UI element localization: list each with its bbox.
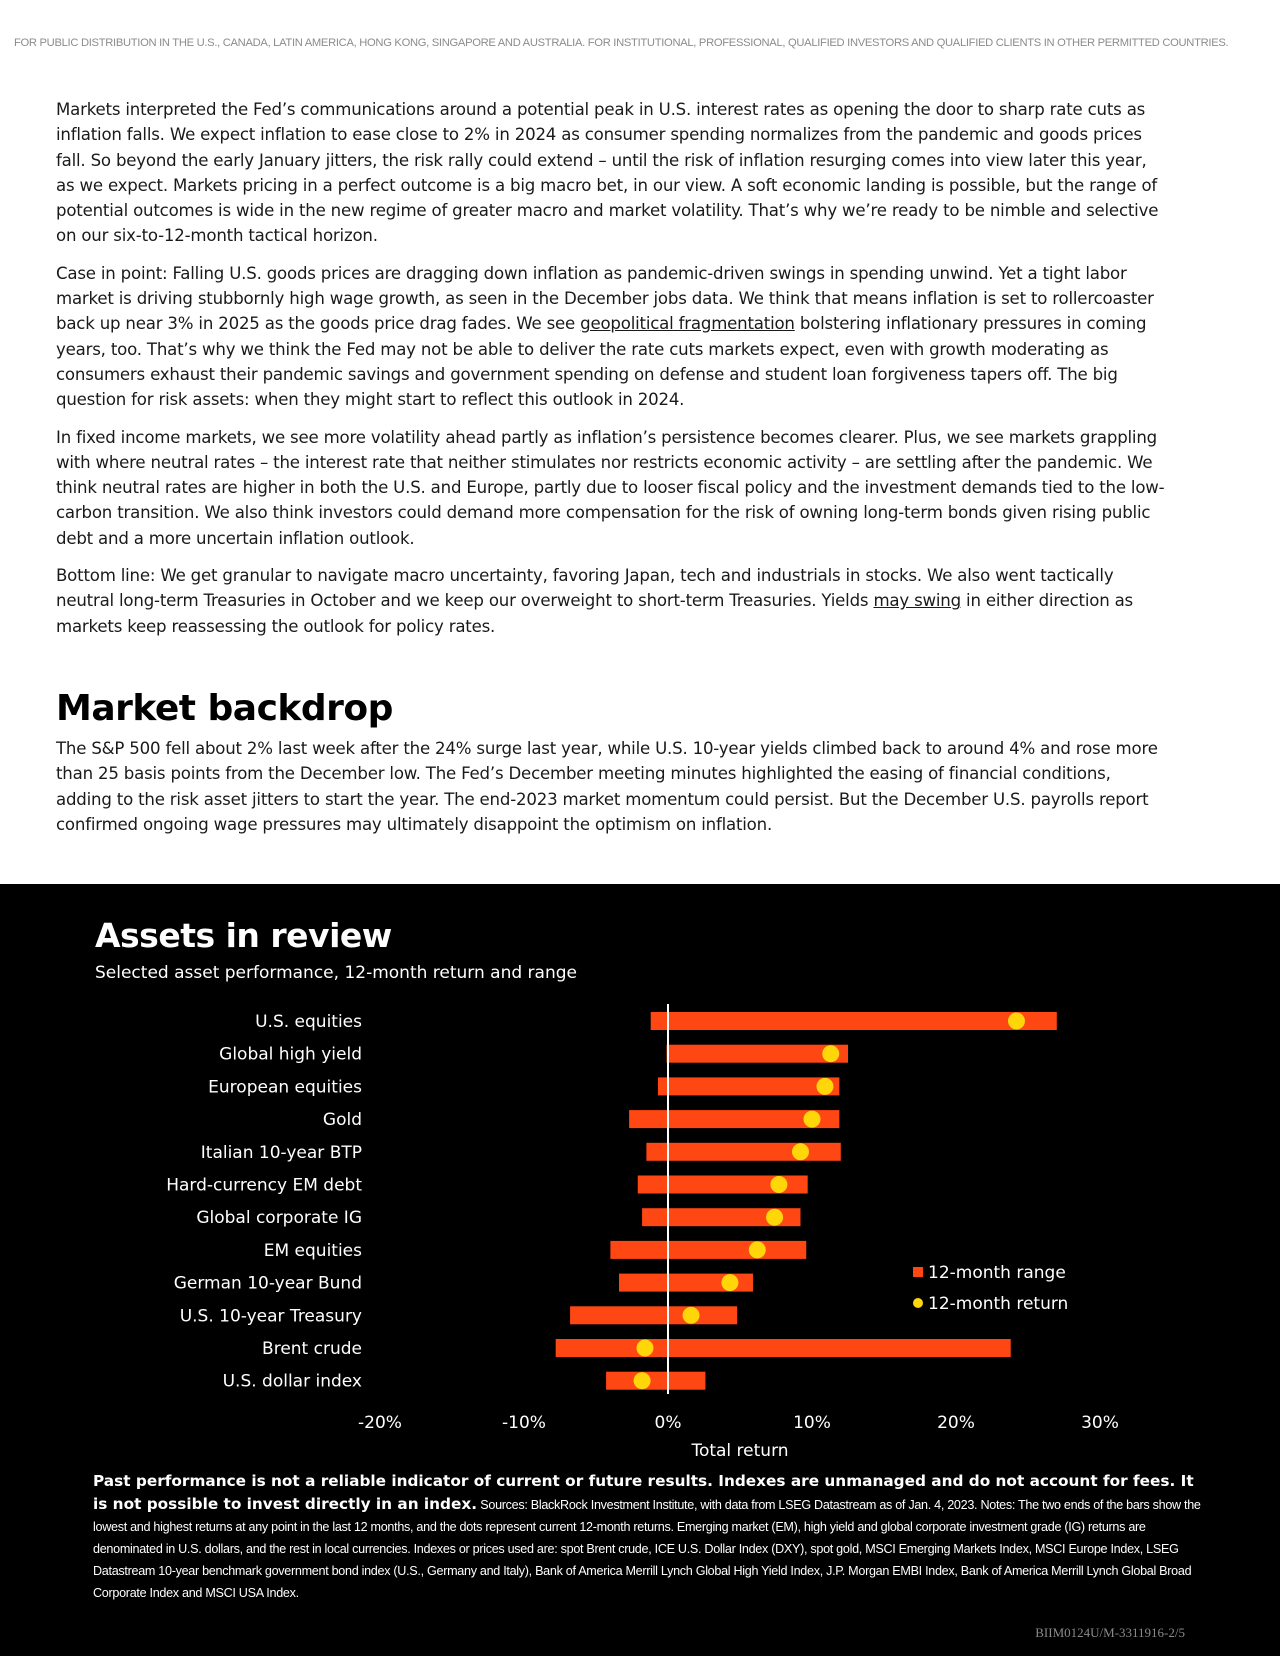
- return-dot: [822, 1045, 839, 1062]
- category-label: Brent crude: [262, 1339, 362, 1359]
- return-dot: [766, 1209, 783, 1226]
- paragraph-4-text-a: Bottom line: We get granular to navigate macro uncertainty, favoring Japan, tech and industrials in stocks. We also went tactically neutral long-term Treasuries in October and we keep our overweight to short-term Treasuries. Yields: [56, 566, 1114, 611]
- market-backdrop-title: Market backdrop: [56, 688, 393, 729]
- return-dot: [636, 1340, 653, 1357]
- market-backdrop-text: The S&P 500 fell about 2% last week after the 24% surge last year, while U.S. 10-year yields climbed back to around 4% and rose more than 25 basis points from the December low. The Fed’s December meeting minutes highlighted the easing of financial conditions, adding to the risk asset jitters to start the year. The end-2023 market momentum could persist. But the December U.S. payrolls report confirmed ongoing wage pressures may ultimately disappoint the optimism on inflation.: [56, 739, 1158, 834]
- category-label: Italian 10-year BTP: [200, 1142, 362, 1163]
- past-performance-note: Past performance is not a reliable indicator of current or future results. Indexes are unmanaged and do not account for fees. It is not possible to invest directly in an index.: [93, 1472, 1194, 1513]
- legend-return-label: 12-month return: [928, 1294, 1069, 1314]
- x-tick-label: 0%: [654, 1413, 682, 1433]
- x-tick-label: 10%: [793, 1413, 831, 1433]
- document-code: BIIM0124U/M-3311916-2/5: [1035, 1625, 1185, 1640]
- article-body: [56, 97, 1166, 651]
- paragraph-2: [56, 261, 1166, 413]
- distribution-disclaimer: FOR PUBLIC DISTRIBUTION IN THE U.S., CANADA, LATIN AMERICA, HONG KONG, SINGAPORE AND AUSTRALIA. FOR INSTITUTIONAL, PROFESSIONAL, QUALIFIED INVESTORS AND QUALIFIED CLIENTS IN OTHER PERMITTED COUNTRIES.: [14, 37, 1229, 49]
- category-label: Gold: [322, 1110, 362, 1131]
- chart-title: Assets in review: [95, 916, 392, 955]
- return-dot: [792, 1143, 809, 1160]
- range-bar: [646, 1143, 840, 1161]
- x-tick-label: -10%: [502, 1413, 546, 1433]
- paragraph-4: [56, 563, 1166, 639]
- chart-subtitle: Selected asset performance, 12-month return and range: [95, 963, 577, 983]
- category-label: EM equities: [263, 1240, 362, 1261]
- category-label: Global corporate IG: [196, 1208, 362, 1229]
- category-label: U.S. equities: [255, 1012, 362, 1032]
- category-label: U.S. dollar index: [222, 1371, 362, 1392]
- range-bar: [651, 1012, 1057, 1030]
- return-dot: [749, 1241, 766, 1258]
- may-swing-link[interactable]: may swing: [873, 591, 961, 611]
- category-label: European equities: [208, 1077, 362, 1098]
- paragraph-1: Markets interpreted the Fed’s communications around a potential peak in U.S. interest rates as opening the door to sharp rate cuts as inflation falls. We expect inflation to ease close to 2% in 2024 as consumer spending normalizes from the pandemic and goods prices fall. So beyond the early January jitters, the risk rally could extend – until the risk of inflation resurging comes into view later this year, as we expect. Markets pricing in a perfect outcome is a big macro bet, in our view. A soft economic landing is possible, but the range of potential outcomes is wide in the new regime of greater macro and market volatility. That’s why we’re ready to be nimble and selective on our six-to-12-month tactical horizon.: [56, 100, 1159, 246]
- legend-return-swatch: [913, 1298, 923, 1308]
- range-bar: [610, 1241, 806, 1259]
- x-axis-label: Total return: [691, 1441, 789, 1461]
- return-dot: [770, 1176, 787, 1193]
- range-bar: [606, 1372, 705, 1390]
- return-dot: [816, 1078, 833, 1095]
- paragraph-2-text-b: bolstering inflationary pressures in coming years, too. That’s why we think the Fed may not be able to deliver the rate cuts markets expect, even with growth moderating as consumers exhaust their pandemic savings and government spending on defense and student loan forgiveness tapers off. The big question for risk assets: when they might start to reflect this outlook in 2024.: [56, 314, 1147, 410]
- paragraph-4-text-b: in either direction as markets keep reassessing the outlook for policy rates.: [56, 591, 1134, 636]
- range-bar: [556, 1339, 1011, 1357]
- return-dot: [1008, 1013, 1025, 1030]
- range-bar: [570, 1306, 737, 1324]
- legend-range-label: 12-month range: [928, 1263, 1066, 1283]
- category-label: Global high yield: [219, 1044, 362, 1065]
- range-bar: [667, 1045, 848, 1063]
- assets-in-review-panel: [0, 884, 1280, 1656]
- x-tick-label: -20%: [358, 1413, 402, 1433]
- x-tick-label: 30%: [1081, 1413, 1119, 1433]
- legend-range-swatch: [913, 1267, 923, 1277]
- geopolitical-fragmentation-link[interactable]: geopolitical fragmentation: [580, 314, 795, 334]
- sources-note: Sources: BlackRock Investment Institute, with data from LSEG Datastream as of Jan. 4, 2023. Notes: The two ends of the bars show the lowest and highest returns at any point in the last 12 months, and the dots represent current 12-month returns. Emerging market (EM), high yield and global corporate investment grade (IG) returns are denominated in U.S. dollars, and the rest in local currencies. Indexes or prices used are: spot Brent crude, ICE U.S. Dollar Index (DXY), spot gold, MSCI Emerging Markets Index, MSCI Europe Index, LSEG Datastream 10-year benchmark government bond index (U.S., Germany and Italy), Bank of America Merrill Lynch Global High Yield Index, J.P. Morgan EMBI Index, Bank of America Merrill Lynch Global Broad Corporate Index and MSCI USA Index.: [93, 1498, 1201, 1600]
- return-dot: [634, 1372, 651, 1389]
- return-dot: [721, 1274, 738, 1291]
- paragraph-2-text-a: Case in point: Falling U.S. goods prices are dragging down inflation as pandemic-driven swings in spending unwind. Yet a tight labor market is driving stubbornly high wage growth, as seen in the December jobs data. We think that means inflation is set to rollercoaster back up near 3% in 2025 as the goods price drag fades. We see: [56, 263, 1154, 334]
- return-dot: [804, 1111, 821, 1128]
- return-dot: [683, 1307, 700, 1324]
- category-label: Hard-currency EM debt: [166, 1175, 362, 1196]
- range-bar: [658, 1077, 839, 1095]
- paragraph-3: In fixed income markets, we see more volatility ahead partly as inflation’s persistence becomes clearer. Plus, we see markets grappling with where neutral rates – the interest rate that neither stimulates nor restricts economic activity – are settling after the pandemic. We think neutral rates are higher in both the U.S. and Europe, partly due to looser fiscal policy and the investment demands tied to the low-carbon transition. We also think investors could demand more compensation for the risk of owning long-term bonds given rising public debt and a more uncertain inflation outlook.: [56, 427, 1165, 548]
- x-tick-label: 20%: [937, 1413, 975, 1433]
- category-label: German 10-year Bund: [173, 1273, 362, 1294]
- category-label: U.S. 10-year Treasury: [179, 1306, 362, 1327]
- chart-footnote: [93, 1470, 1203, 1604]
